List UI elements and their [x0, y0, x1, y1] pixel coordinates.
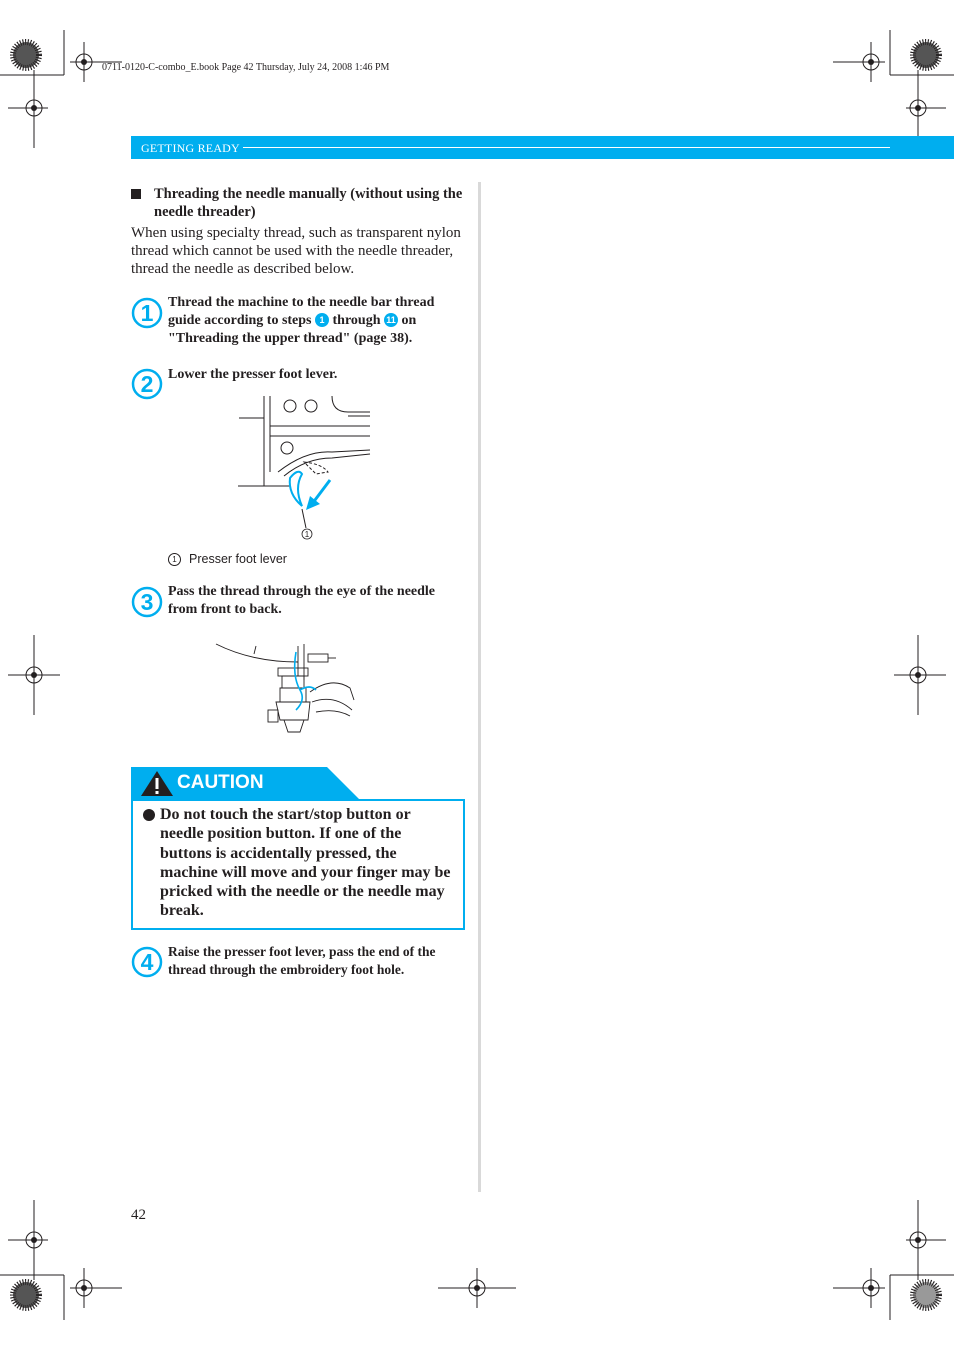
section-rule [243, 147, 890, 148]
legend-text: Presser foot lever [189, 552, 287, 566]
caution-title: CAUTION [177, 772, 264, 793]
step-ref-11-badge: 11 [384, 313, 398, 327]
print-header: 0711-0120-C-combo_E.book Page 42 Thursday, July 24, 2008 1:46 PM [102, 62, 390, 73]
step-1-text-b: through [329, 313, 384, 328]
needle-threading-illustration [212, 640, 362, 736]
step-number-2 [131, 368, 163, 400]
intro-paragraph: When using specialty thread, such as transparent nylon thread which cannot be used with the needle threader, thread the needle as described below. [131, 225, 461, 277]
step-number-4 [131, 946, 163, 978]
page-number: 42 [131, 1207, 146, 1223]
figure-legend [168, 552, 287, 566]
step-number-1-text: 1 [140, 300, 154, 326]
step-number-4-text: 4 [140, 949, 154, 975]
step-2-text: Lower the presser foot lever. [168, 367, 338, 382]
sub-heading-text: Threading the needle manually (without using the needle threader) [154, 186, 463, 220]
caution-header [131, 767, 361, 799]
step-3-text: Pass the thread through the eye of the needle from front to back. [168, 584, 436, 617]
step-number-3-text: 3 [140, 589, 154, 615]
step-1-text-a: Thread the machine to the needle bar thread guide according to steps [168, 295, 435, 328]
step-1-text [168, 294, 463, 348]
figure-callout-1: 1 [304, 530, 310, 539]
legend-number: 1 [168, 553, 181, 566]
caution-text: Do not touch the start/stop button or needle position button. If one of the buttons is accidentally pressed, the machine will move and your finger may be pricked with the needle or the needle may break. [160, 806, 451, 920]
square-bullet-icon [131, 189, 141, 199]
caution-box [131, 799, 465, 930]
step-number-3 [131, 586, 163, 618]
section-header-bar [131, 136, 954, 159]
step-number-2-text: 2 [140, 371, 154, 397]
step-1-text-c: on "Threading the upper thread" (page 38). [168, 313, 417, 346]
step-ref-1-badge: 1 [315, 313, 329, 327]
bullet-dot-icon [143, 809, 155, 821]
section-label: GETTING READY [141, 141, 240, 155]
column-divider [478, 182, 481, 1192]
step-4-text: Raise the presser foot lever, pass the end of the thread through the embroidery foot hole. [168, 944, 436, 977]
step-number-1 [131, 297, 163, 329]
presser-foot-lever-illustration [236, 392, 376, 544]
